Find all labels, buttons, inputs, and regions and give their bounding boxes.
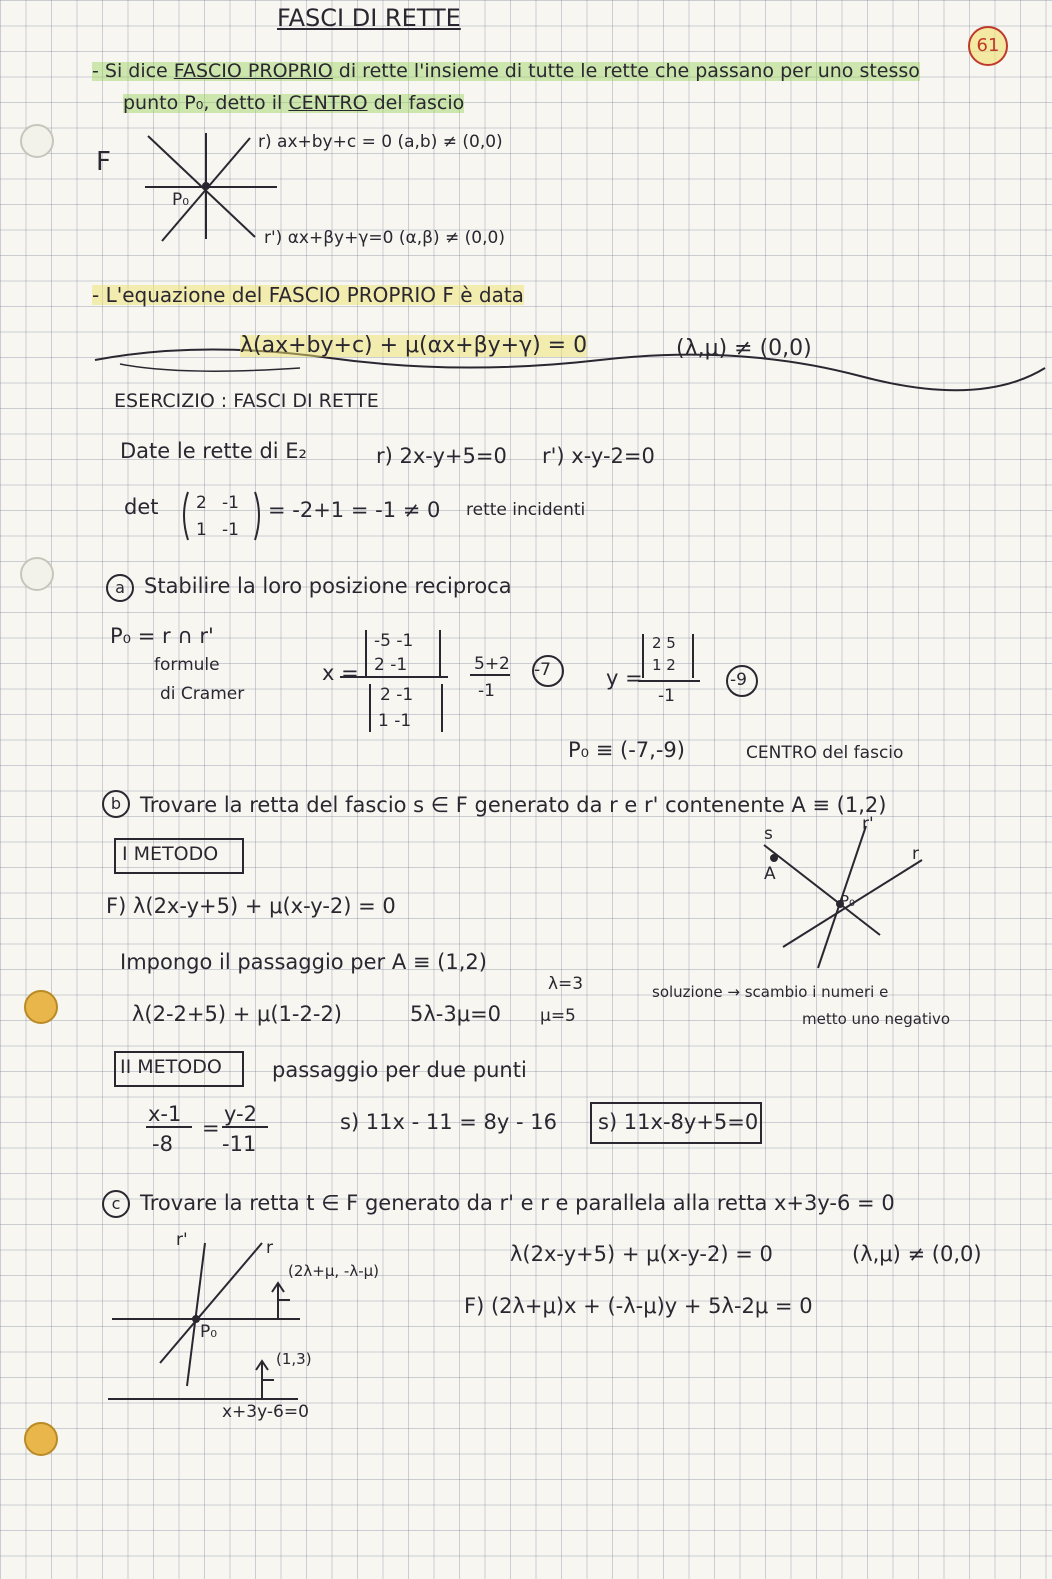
det-m22: -1	[222, 520, 239, 540]
x-label: x =	[322, 661, 359, 685]
center-label: CENTRO del fascio	[746, 743, 904, 763]
det-label: det	[124, 495, 159, 519]
part-c-circle: c	[102, 1190, 130, 1218]
det-m11: 2	[196, 493, 207, 513]
diagram-label-F: F	[96, 147, 111, 177]
center-coordinates: P₀ ≡ (-7,-9)	[568, 738, 685, 762]
diagram-eq-r: r) ax+by+c = 0 (a,b) ≠ (0,0)	[258, 132, 503, 152]
part-c-eq2: F) (2λ+μ)x + (-λ-μ)y + 5λ-2μ = 0	[464, 1294, 813, 1318]
det-m21: 1	[196, 520, 207, 540]
fig-b-r1: r'	[862, 814, 874, 834]
y-label: y =	[606, 666, 643, 690]
fig-b-r: r	[912, 844, 919, 864]
part-b-circle: b	[102, 790, 130, 818]
definition-line-1: - Si dice FASCIO PROPRIO di rette l'insieme di tutte le rette che passano per uno stesso	[92, 60, 920, 82]
fig-b-A: A	[764, 864, 776, 884]
frac2-num: y-2	[224, 1102, 257, 1126]
lambda-value: λ=3	[548, 974, 584, 994]
intersection-p0: P₀ = r ∩ r'	[110, 624, 214, 648]
exercise-given: Date le rette di E₂	[120, 439, 307, 463]
frac1-num: x-1	[148, 1102, 182, 1126]
x-num-row2: 2 -1	[374, 655, 408, 675]
exercise-title: ESERCIZIO : FASCI DI RETTE	[114, 390, 379, 412]
frac2-den: -11	[222, 1132, 257, 1156]
equation-intro: - L'equazione del FASCIO PROPRIO F è data	[92, 283, 524, 307]
page-number: 61	[976, 35, 1000, 56]
page-title: FASCI DI RETTE	[277, 4, 461, 32]
fig-c-r1: r'	[176, 1230, 188, 1250]
s-final-equation: s) 11x-8y+5=0	[598, 1110, 759, 1134]
y-value: -9	[730, 670, 747, 690]
part-a-title: Stabilire la loro posizione reciproca	[144, 574, 512, 598]
x-num-row1: -5 -1	[374, 631, 414, 651]
part-c-eq1: λ(2x-y+5) + μ(x-y-2) = 0	[510, 1242, 773, 1266]
det-m12: -1	[222, 493, 239, 513]
mu-value: μ=5	[540, 1006, 576, 1026]
fig-c-r: r	[266, 1238, 273, 1258]
fascio-equation: F) λ(2x-y+5) + μ(x-y-2) = 0	[106, 894, 396, 918]
frac-equals: =	[202, 1116, 220, 1140]
x-den-row2: 1 -1	[378, 711, 412, 731]
diagram-eq-r1: r') αx+βy+γ=0 (α,β) ≠ (0,0)	[264, 228, 505, 248]
frac1-den: -8	[152, 1132, 173, 1156]
cramer-label-2: di Cramer	[160, 684, 245, 704]
x-den-row1: 2 -1	[380, 685, 414, 705]
det-result: = -2+1 = -1 ≠ 0	[268, 498, 441, 522]
exercise-line-r1: r') x-y-2=0	[542, 444, 655, 468]
definition-line-2: punto P₀, detto il CENTRO del fascio	[123, 92, 465, 114]
det-note: rette incidenti	[466, 500, 586, 520]
fig-c-vec1: (2λ+μ, -λ-μ)	[288, 1262, 380, 1280]
y-den: -1	[658, 686, 675, 706]
s-equation: s) 11x - 11 = 8y - 16	[340, 1110, 557, 1134]
substitution: λ(2-2+5) + μ(1-2-2)	[132, 1002, 342, 1026]
y-num-row2: 1 2	[652, 656, 676, 674]
hint-line-2: metto uno negativo	[802, 1010, 951, 1028]
lambda-mu-equation: 5λ-3μ=0	[410, 1002, 502, 1026]
y-num-row1: 2 5	[652, 634, 676, 652]
hint-line-1: soluzione → scambio i numeri e	[652, 983, 889, 1001]
diagram-label-P0: P₀	[172, 190, 190, 210]
part-c-title: Trovare la retta t ∈ F generato da r' e r e parallela alla retta x+3y-6 = 0	[140, 1191, 895, 1215]
x-value: -7	[534, 660, 551, 680]
x-frac-num: 5+2	[474, 654, 510, 674]
fig-b-P0: P₀	[840, 892, 856, 910]
x-frac-den: -1	[478, 681, 495, 701]
exercise-line-r: r) 2x-y+5=0	[376, 444, 507, 468]
part-a-circle: a	[106, 574, 134, 602]
fig-c-vec2: (1,3)	[276, 1350, 312, 1368]
method2-desc: passaggio per due punti	[272, 1058, 527, 1082]
part-b-title: Trovare la retta del fascio s ∈ F generato da r e r' contenente A ≡ (1,2)	[140, 793, 887, 817]
fascio-condition: (λ,μ) ≠ (0,0)	[676, 336, 812, 361]
method2-label: II METODO	[120, 1056, 222, 1078]
impongo-text: Impongo il passaggio per A ≡ (1,2)	[120, 950, 487, 974]
method1-label: I METODO	[122, 843, 219, 865]
fascio-formula: λ(ax+by+c) + μ(αx+βy+γ) = 0	[240, 333, 588, 358]
fig-b-s: s	[764, 824, 773, 844]
fig-c-line-label: x+3y-6=0	[222, 1402, 309, 1422]
fig-c-P0: P₀	[200, 1322, 218, 1342]
part-c-eq1-cond: (λ,μ) ≠ (0,0)	[852, 1242, 982, 1266]
cramer-label-1: formule	[154, 655, 220, 675]
